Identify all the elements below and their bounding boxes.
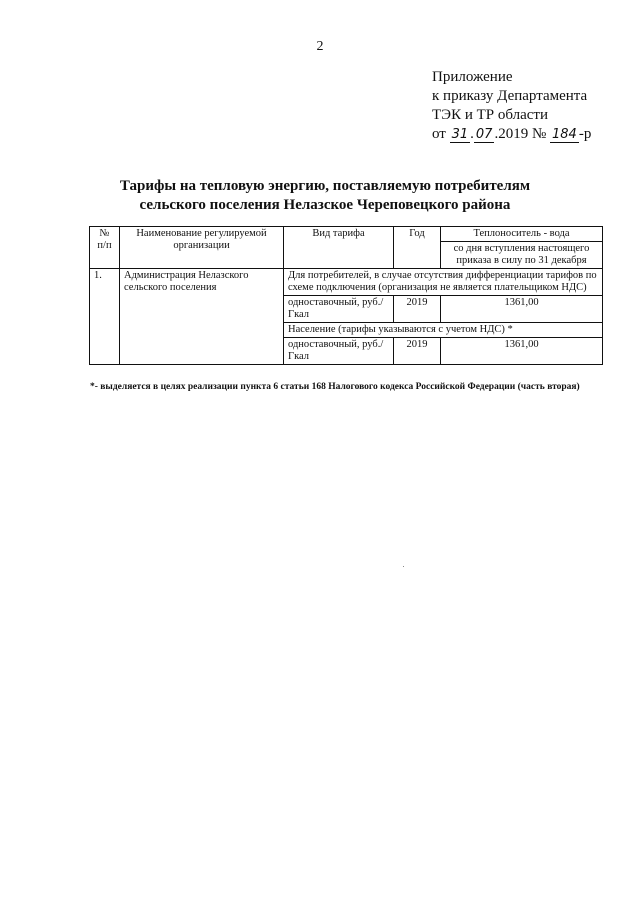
title-line-2: сельского поселения Нелазское Череповецкого района <box>139 197 511 213</box>
handwritten-month: 07 <box>475 127 493 142</box>
year-cell: 2019 <box>394 338 441 365</box>
header-tariff-type: Вид тарифа <box>284 227 394 269</box>
tariff-value-cell: 1361,00 <box>441 296 603 323</box>
appendix-line-3: ТЭК и ТР области <box>432 107 548 123</box>
order-suffix: -р <box>578 126 592 142</box>
handwritten-day: 31 <box>451 127 469 142</box>
header-carrier: Теплоноситель - вода <box>441 227 603 242</box>
appendix-header <box>432 68 591 144</box>
date-prefix: от <box>432 126 446 142</box>
handwritten-order-number: 184 <box>552 127 577 142</box>
header-period: со дня вступления настоящего приказа в силу по 31 декабря <box>441 242 603 269</box>
year-cell: 2019 <box>394 296 441 323</box>
table-row <box>90 269 603 296</box>
appendix-line-2: к приказу Департамента <box>432 88 588 104</box>
number-sign: № <box>531 126 547 142</box>
date-year: .2019 <box>494 126 529 142</box>
section-consumers: Для потребителей, в случае отсутствия дифференциации тарифов по схеме подключения (организация не является плательщиком НДС) <box>284 269 603 296</box>
table-header-row <box>90 227 603 242</box>
tariff-table <box>89 226 603 365</box>
scan-speck <box>403 566 404 567</box>
tariff-type-cell: одноставочный, руб./Гкал <box>284 338 394 365</box>
page-number: 2 <box>316 39 324 54</box>
row-number: 1. <box>90 269 120 365</box>
date-dot: . <box>470 126 474 142</box>
header-org: Наименование регулируемой организации <box>120 227 284 269</box>
organization-name: Администрация Нелазского сельского поселения <box>120 269 284 365</box>
appendix-date-line <box>432 125 591 144</box>
header-year: Год <box>394 227 441 269</box>
document-title <box>60 177 590 215</box>
footnote: *- выделяется в целях реализации пункта 6 статьи 168 Налогового кодекса Российской Федерации (часть вторая) <box>90 382 580 392</box>
title-line-1: Тарифы на тепловую энергию, поставляемую потребителям <box>119 178 531 194</box>
tariff-type-cell: одноставочный, руб./Гкал <box>284 296 394 323</box>
section-population: Население (тарифы указываются с учетом НДС) * <box>284 323 603 338</box>
header-num: № п/п <box>90 227 120 269</box>
tariff-value-cell: 1361,00 <box>441 338 603 365</box>
appendix-line-1: Приложение <box>432 69 513 85</box>
